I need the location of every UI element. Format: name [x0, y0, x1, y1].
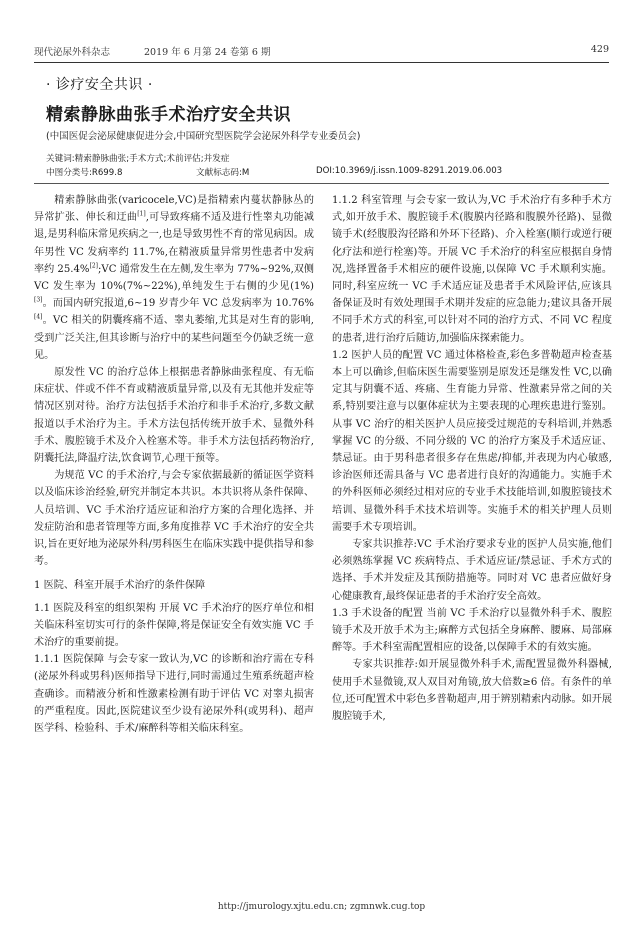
subsection-paragraph: 1.2 医护人员的配置 VC 通过体格检查,彩色多普勒超声检查基本上可以确诊,但临床医生需要鉴别是原发还是继发性 VC,以确定其与阴囊不适、疼痛、生育能力异常、性激素异常之间的关系,特别要注意与以躯体症状为主要表现的心理疾患进行鉴别。从事 VC 治疗的相关医护人员应接受过规范的专科培训,并熟悉掌握 VC 的分级、不同分级的 VC 的治疗方案及手术适应证、禁忌证。由于男科患者很多存在焦虑/抑郁,并表现为内心敏感,诊治医师还需具备与 VC 患者进行良好的沟通能力。实施手术的外科医师必须经过相对应的专业手术技能培训,如腹腔镜技术培训、显微外科手术技术培训等。实施手术的相关护理人员则需要手术专项培训。 — [332, 349, 612, 533]
footer-url: http://jmurology.xjtu.edu.cn; zgmnwk.cug.top — [217, 902, 426, 912]
citation-ref: [4] — [34, 314, 43, 322]
subsection-paragraph: 1.1 医院及科室的组织架构 开展 VC 手术治疗的医疗单位和相关临床科室切实可行的条件保障,将是保证安全有效实施 VC 手术治疗的重要前提。 — [34, 602, 314, 649]
document-code: 文献标志码:M — [196, 168, 250, 178]
citation-ref: [2] — [89, 262, 99, 270]
right-column — [332, 192, 612, 725]
column-label: · 诊疗安全共识 · — [46, 77, 153, 93]
meta-divider — [34, 183, 609, 184]
keywords: 关键词:精索静脉曲张;手术方式;术前评估;并发症 — [46, 154, 230, 164]
page-number: 429 — [590, 44, 609, 55]
subsection-paragraph: 1.1.2 科室管理 与会专家一致认为,VC 手术治疗有多种手术方式,如开放手术、腹腔镜手术(腹膜内径路和腹膜外径路)、显微镜手术(经腹股沟径路和外环下径路)、介入栓塞(顺行或逆行硬化疗法和逆行栓塞)等。开展 VC 手术治疗的科室应根据自身情况,选择置备手术相应的硬件设施,以保障 VC 手术顺利实施。同时,科室应统一 VC 手术适应证及患者手术风险评估,应该具备保证及时有效处理围手术期并发症的应急能力;建议具备开展不同手术方式的科室,可以针对不同的治疗方式、不同 VC 程度的患者,进行治疗后随访,加强临床探索能力。 — [332, 195, 612, 344]
issue-info: 2019 年 6 月第 24 卷第 6 期 — [144, 47, 271, 58]
article-authors: (中国医促会泌尿健康促进分会,中国研究型医院学会泌尿外科学专业委员会) — [46, 131, 361, 142]
header-divider — [34, 62, 609, 63]
doi: DOI:10.3969/j.issn.1009-8291.2019.06.003 — [316, 166, 503, 176]
classification-number: 中图分类号:R699.8 — [46, 168, 123, 178]
left-column — [34, 192, 314, 737]
citation-ref: [3] — [34, 296, 43, 304]
recommendation-paragraph: 专家共识推荐:如开展显微外科手术,需配置显微外科器械,使用手术显微镜,双人双目对角镜,放大倍数≥6 倍。有条件的单位,还可配置术中彩色多普勒超声,用于辨别精索内动脉。如开展腹腔镜手术, — [332, 659, 612, 723]
recommendation-paragraph: 专家共识推荐:VC 手术治疗要求专业的医护人员实施,他们必须熟练掌握 VC 疾病特点、手术适应证/禁忌证、手术方式的选择、手术并发症及其预防措施等。同时对 VC 患者应做好身心健康教育,最终保证患者的手术治疗安全高效。 — [332, 539, 612, 602]
article-title: 精索静脉曲张手术治疗安全共识 — [46, 105, 291, 125]
subsection-paragraph: 1.1.1 医院保障 与会专家一致认为,VC 的诊断和治疗需在专科(泌尿外科或男科)医师指导下进行,同时需通过生殖系统超声检查确诊。而精液分析和性激素检测有助于评估 VC 对睾丸损害的严重程度。因此,医院建议至少设有泌尿外科(或男科)、超声医学科、检验科、手术/麻醉科等相关临床科室。 — [34, 654, 314, 735]
article-meta — [46, 166, 609, 180]
intro-paragraph: 精索静脉曲张(varicocele,VC)是指精索内蔓状静脉丛的异常扩张、伸长和迂曲[1],可导致疼痛不适及进行性睾丸功能减退,是男科临床常见疾病之一,也是导致男性不育的常见病因。成年男性 VC 发病率约 11.7%,在精液质量异常男性患者中发病率约 25.4%[2];VC 通常发生在左侧,发生率为 77%~92%,双侧 VC 发生率为 10%(7%~22%),单纯发生于右侧的少见(1%)[3]。而国内研究报道,6~19 岁青少年 VC 总发病率为 10.76%[4]。VC 相关的阴囊疼痛不适、睾丸萎缩,尤其是对生育的影响,受到广泛关注,但其诊断与治疗中的某些问题至今仍缺乏统一意见。 — [34, 195, 314, 361]
journal-name: 现代泌尿外科杂志 — [34, 47, 111, 58]
running-header — [34, 44, 609, 62]
section-heading: 1 医院、科室开展手术治疗的条件保障 — [34, 580, 206, 592]
body-paragraph: 为规范 VC 的手术治疗,与会专家依据最新的循证医学资料以及临床诊治经验,研究并制定本共识。本共识将从条件保障、人员培训、VC 手术治疗适应证和治疗方案的合理化选择、并发症防治和患者管理等方面,多角度推荐 VC 手术治疗的安全共识,旨在更好地为泌尿外科/男科医生在临床实践中提供指导和参考。 — [34, 470, 314, 568]
subsection-paragraph: 1.3 手术设备的配置 当前 VC 手术治疗以显微外科手术、腹腔镜手术及开放手术为主;麻醉方式包括全身麻醉、腰麻、局部麻醉等。手术科室需配置相应的设备,以保障手术的有效实施。 — [332, 607, 612, 654]
body-paragraph: 原发性 VC 的治疗总体上根据患者静脉曲张程度、有无临床症状、伴或不伴不育或精液质量异常,以及有无其他并发症等情况区别对待。治疗方法包括手术治疗和非手术治疗,多数文献报道以手术治疗为主。手术方法包括传统开放手术、显微外科手术、腹腔镜手术及介入栓塞术等。非手术方法包括药物治疗,阴囊托法,降温疗法,饮食调节,心理干预等。 — [34, 367, 314, 465]
citation-ref: [1] — [137, 210, 146, 218]
